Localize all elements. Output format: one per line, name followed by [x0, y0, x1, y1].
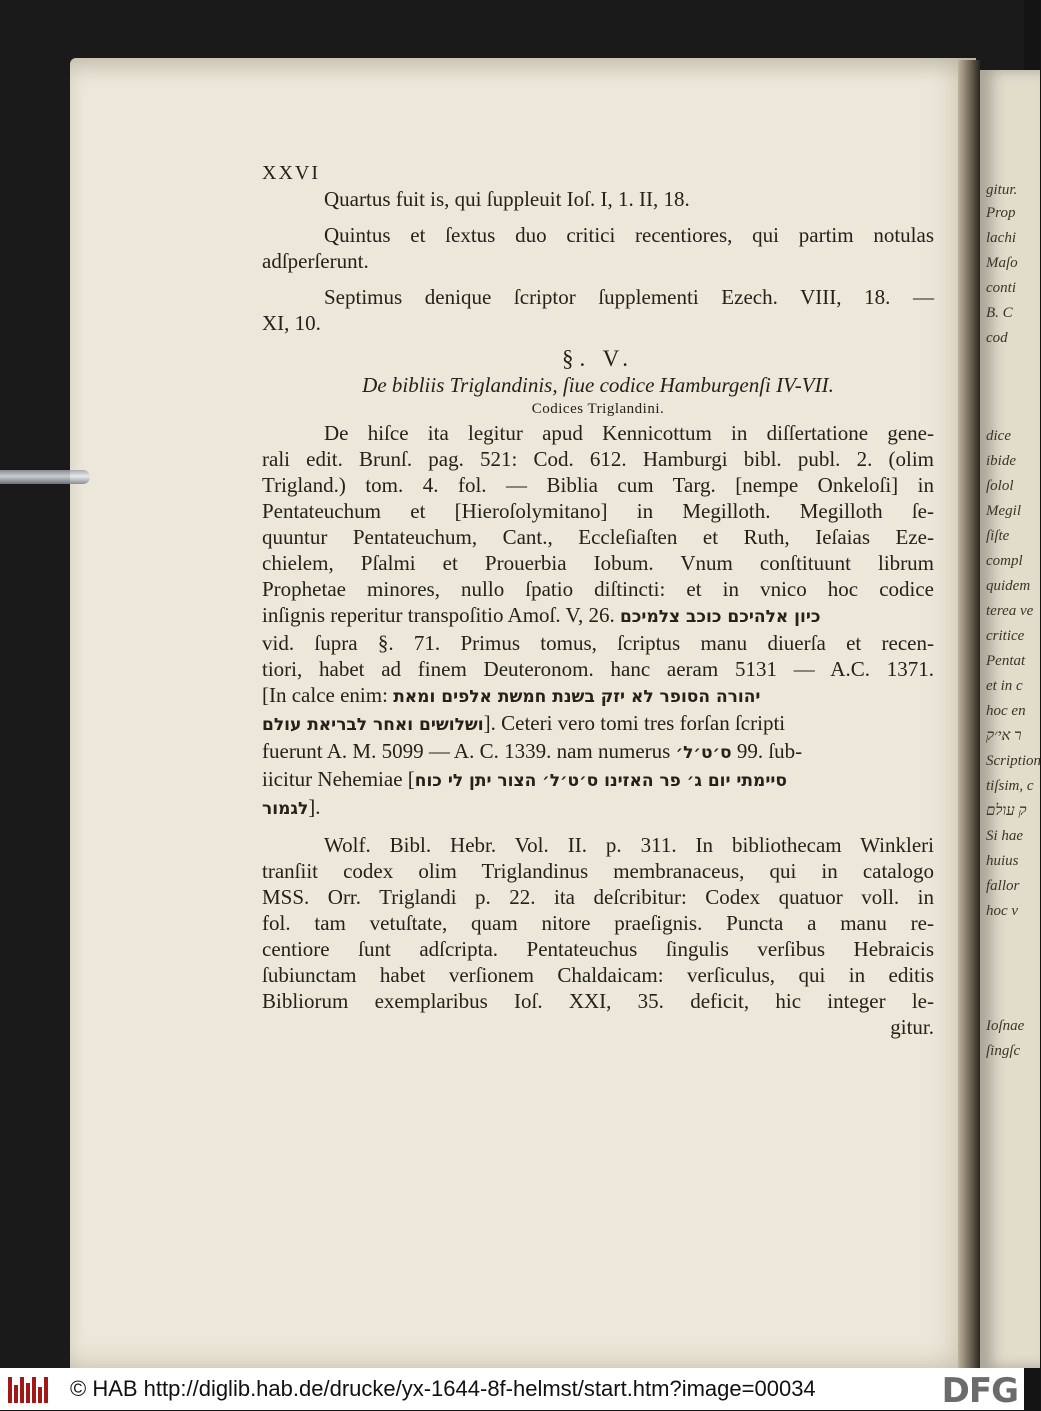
facing-text: B. C: [986, 305, 1013, 321]
paragraph-line: Quintus et ſextus duo critici recentiores, qui partim notulas: [324, 223, 934, 247]
facing-text: ſolol: [986, 478, 1014, 494]
paragraph-line: fol. tam vetuſtate, quam nitore praeſignis. Puncta a manu re-: [262, 911, 934, 935]
paragraph-line: Prophetae minores, nullo ſpatio diſtincti: et in vnico hoc codice: [262, 577, 934, 601]
facing-text: ibide: [986, 453, 1016, 469]
facing-text: critice: [986, 628, 1025, 644]
latin-text: ]. Ceteri vero tomi tres forſan ſcripti: [483, 711, 786, 735]
hebrew-quote: כיון אלהיכם כוכב צלמיכם: [619, 607, 821, 627]
latin-text: [In calce enim:: [262, 683, 388, 707]
paragraph-line: rali edit. Brunſ. pag. 521: Cod. 612. Hamburgi bibl. publ. 2. (olim: [262, 447, 934, 471]
paragraph-line: Pentateuchum et [Hieroſolymitano] in Megilloth. Megilloth ſe-: [262, 499, 934, 523]
facing-text: hoc v: [986, 903, 1019, 919]
paragraph-line: [262, 766, 934, 794]
facing-text: fallor: [986, 878, 1020, 894]
paragraph-line: Septimus denique ſcriptor ſupplementi Ezech. VIII, 18. —: [324, 285, 934, 309]
facing-page-edge: [980, 70, 1040, 1368]
hebrew-quote: לגמור: [262, 799, 309, 819]
facing-text: terea ve: [986, 603, 1034, 619]
paragraph-line: ſubiunctam habet verſionem Chaldaicam: verſiculus, qui in editis: [262, 963, 934, 987]
hebrew-quote: ס׳ט׳ל׳: [675, 743, 732, 763]
paragraph-line: [262, 738, 934, 766]
latin-text: ].: [308, 795, 321, 819]
dfg-logo: DFG: [941, 1371, 1018, 1411]
facing-text: huius: [986, 853, 1019, 869]
marginal-note: Codices Triglandini.: [531, 401, 665, 417]
facing-text: Pentat: [986, 653, 1026, 669]
facing-text: Scription: [986, 753, 1041, 769]
hab-logo-icon: [8, 1375, 48, 1403]
paragraph-line: quuntur Pentateuchum, Cant., Eccleſiaſten et Ruth, Ieſaias Eze-: [262, 525, 934, 549]
viewer-footer: [0, 1368, 1024, 1410]
paragraph-line: Quartus fuit is, qui ſuppleuit Ioſ. I, 1. II, 18.: [324, 187, 690, 211]
paragraph-line: Bibliorum exemplaribus Ioſ. XXI, 35. deficit, hic integer le-: [262, 989, 934, 1013]
source-link[interactable]: © HAB http://diglib.hab.de/drucke/yx-1644-8f-helmst/start.htm?image=00034: [70, 1376, 816, 1401]
section-title: De bibliis Triglandinis, ſiue codice Hamburgenſi IV-VII.: [362, 373, 834, 397]
facing-text: hoc en: [986, 703, 1026, 719]
paragraph-line: De hiſce ita legitur apud Kennicottum in diſſertatione gene-: [324, 421, 934, 445]
facing-text: Si hae: [986, 828, 1024, 844]
hebrew-quote: ושלושים ואחר לבריאת עולם: [262, 715, 484, 735]
facing-text: quidem: [986, 578, 1031, 594]
facing-text: conti: [986, 280, 1016, 296]
facing-text: ר אי׳ק: [986, 728, 1022, 744]
paragraph-line: XI, 10.: [262, 311, 321, 335]
latin-text: inſignis reperitur transpoſitio Amoſ. V, 26.: [262, 603, 615, 627]
book-gutter: [958, 60, 980, 1368]
hebrew-quote: סיימתי יום ג׳ פר האזינו ס׳ט׳ל׳ הצור יתן לי כוח: [414, 771, 787, 791]
latin-text: iicitur Nehemiae [: [262, 767, 415, 791]
latin-text: 99. ſub-: [736, 739, 803, 763]
facing-text: Prop: [986, 205, 1016, 221]
paragraph-line: adſperſerunt.: [262, 249, 369, 273]
paragraph-line: tranſiit codex olim Triglandinus membranaceus, qui in catalogo: [262, 859, 934, 883]
facing-text: cod: [986, 330, 1008, 346]
paragraph-line: vid. ſupra §. 71. Primus tomus, ſcriptus manu diuerſa et recen-: [262, 631, 934, 655]
metal-clasp: [0, 470, 90, 484]
section-mark: §. V.: [562, 346, 634, 371]
latin-text: fuerunt A. M. 5099 — A. C. 1339. nam numerus: [262, 739, 671, 763]
hebrew-quote: יהורה הסופר לא יזק בשנת חמשת אלפים ומאת: [393, 687, 761, 707]
paragraph-line: MSS. Orr. Triglandi p. 22. ita deſcribitur: Codex quatuor voll. in: [262, 885, 934, 909]
paragraph-line: [262, 682, 934, 710]
catchword: gitur.: [890, 1015, 934, 1039]
paragraph-line: [262, 602, 934, 630]
facing-text: ſiſte: [986, 528, 1010, 544]
facing-text: tiſsim, c: [986, 778, 1034, 794]
facing-text: dice: [986, 428, 1011, 444]
facing-text: Maſo: [986, 255, 1018, 271]
paragraph-line: [262, 794, 934, 822]
facing-text: compl: [986, 553, 1023, 569]
facing-text: gitur.: [986, 182, 1018, 198]
facing-text: lachi: [986, 230, 1016, 246]
facing-text: Ioſnae: [986, 1018, 1025, 1034]
facing-text: ſingſc: [986, 1043, 1021, 1059]
paragraph-line: chielem, Pſalmi et Prouerbia Iobum. Vnum conſtituunt librum: [262, 551, 934, 575]
paragraph-line: [262, 710, 934, 738]
paragraph-line: tiori, habet ad finem Deuteronom. hanc aeram 5131 — A.C. 1371.: [262, 657, 934, 681]
facing-text: ק עולם: [986, 803, 1027, 819]
page-number: XXVI: [262, 162, 320, 184]
paragraph-line: Trigland.) tom. 4. fol. — Biblia cum Targ. [nempe Onkeloſi] in: [262, 473, 934, 497]
paragraph-line: centiore ſunt adſcripta. Pentateuchus ſingulis verſibus Hebraicis: [262, 937, 934, 961]
page-text: [262, 160, 934, 1040]
paragraph-line: Wolf. Bibl. Hebr. Vol. II. p. 311. In bibliothecam Winkleri: [324, 833, 934, 857]
facing-text: Megil: [986, 503, 1021, 519]
facing-text: et in c: [986, 678, 1023, 694]
